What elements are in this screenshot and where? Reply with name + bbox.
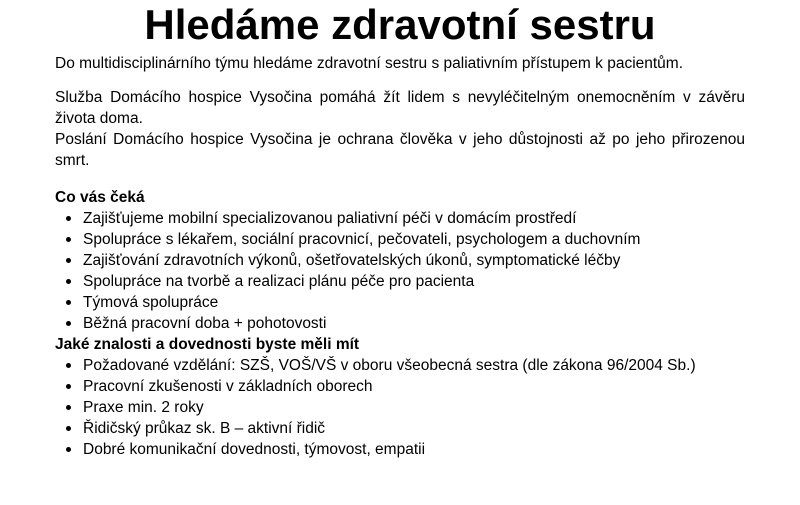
- list-item: Praxe min. 2 roky: [55, 397, 745, 418]
- job-posting-body: [55, 53, 745, 460]
- intro-text: Do multidisciplinárního týmu hledáme zdravotní sestru s paliativním přístupem k pacientům.: [55, 55, 684, 72]
- list-item: Spolupráce na tvorbě a realizaci plánu péče pro pacienta: [55, 271, 745, 292]
- list-item: Týmová spolupráce: [55, 292, 745, 313]
- mission-statement: Poslání Domácího hospice Vysočina je ochrana člověka v jeho důstojnosti až po jeho přirozenou smrt.: [55, 131, 745, 169]
- list-item: Požadované vzdělání: SZŠ, VOŠ/VŠ v oboru všeobecná sestra (dle zákona 96/2004 Sb.): [55, 355, 745, 376]
- list-item: Zajišťujeme mobilní specializovanou paliativní péči v domácím prostředí: [55, 208, 745, 229]
- list-item: Zajišťování zdravotních výkonů, ošetřovatelských úkonů, symptomatické léčby: [55, 250, 745, 271]
- list-what-awaits: [55, 208, 745, 334]
- section-heading-requirements: Jaké znalosti a dovednosti byste měli mít: [55, 336, 360, 353]
- list-item: Dobré komunikační dovednosti, týmovost, empatii: [55, 439, 745, 460]
- list-requirements: [55, 355, 745, 460]
- service-description: Služba Domácího hospice Vysočina pomáhá žít lidem s nevyléčitelným onemocněním v závěru života doma.: [55, 89, 745, 127]
- list-item: Běžná pracovní doba + pohotovosti: [55, 313, 745, 334]
- page-title: Hledáme zdravotní sestru: [144, 1, 656, 48]
- section-heading-what-awaits: Co vás čeká: [55, 189, 145, 206]
- list-item: Řidičský průkaz sk. B – aktivní řidič: [55, 418, 745, 439]
- list-item: Pracovní zkušenosti v základních oborech: [55, 376, 745, 397]
- list-item: Spolupráce s lékařem, sociální pracovnicí, pečovateli, psychologem a duchovním: [55, 229, 745, 250]
